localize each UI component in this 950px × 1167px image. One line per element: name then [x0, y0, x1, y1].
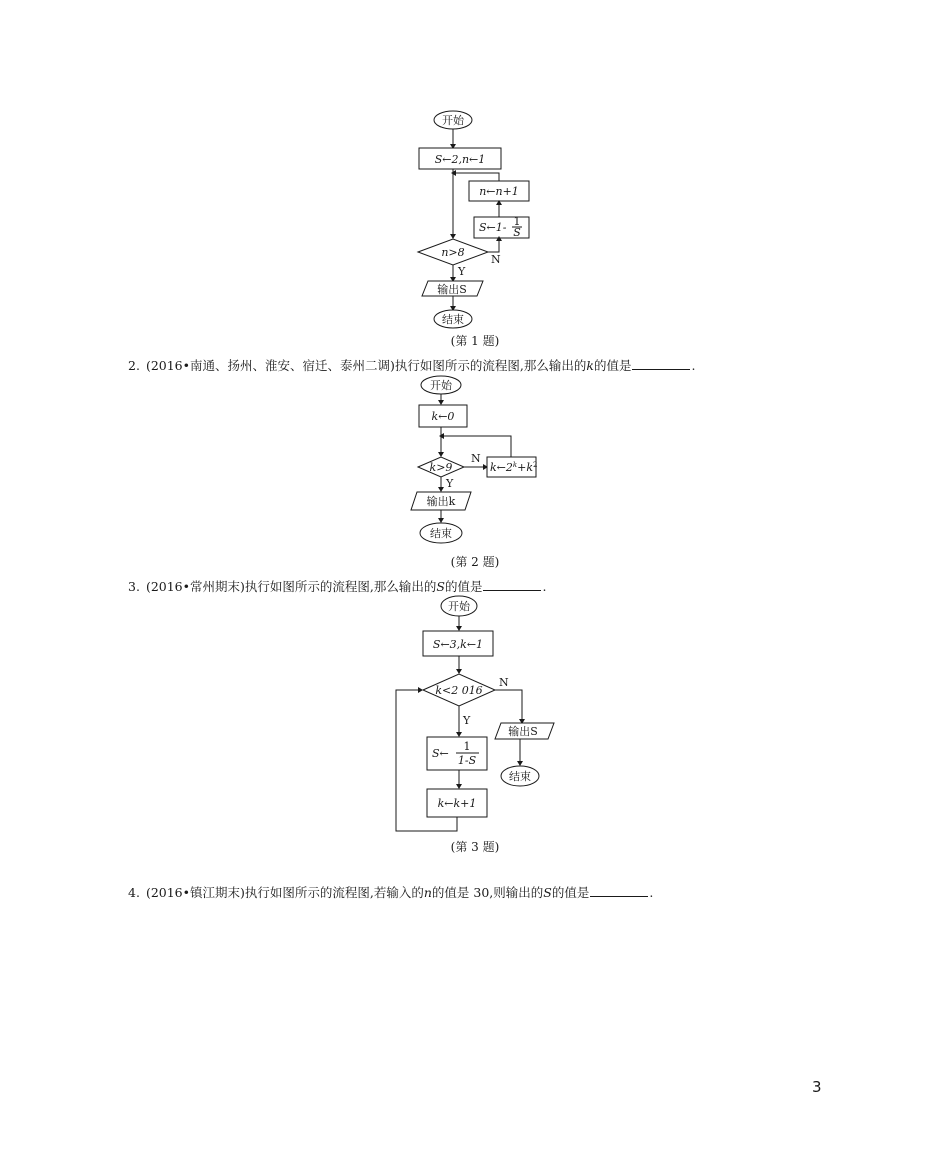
fc3-output-label: 输出S [508, 725, 538, 738]
fc2-start-label: 开始 [430, 379, 452, 392]
fc1-start-label: 开始 [442, 114, 464, 127]
fc2-update-label: $k\leftarrow 2^k+k^2$ [490, 461, 538, 474]
q2-text-after: 的值是 [593, 358, 632, 373]
q4-number: 4. [128, 885, 140, 900]
page-number: 3 [812, 1078, 822, 1096]
fc2-end-label: 结束 [430, 527, 452, 540]
q2-end: . [691, 358, 696, 373]
fc3-init-label: S←3,k←1 [432, 638, 484, 651]
fc2-no-label: N [471, 452, 481, 465]
fc1-frac-den: S [513, 226, 521, 239]
fc1-output-label: 输出S [437, 283, 467, 296]
fc2-condition-label: k>9 [429, 461, 453, 474]
q4-text-mid: 的值是 30,则输出的 [431, 885, 544, 900]
q2-var: k [586, 358, 594, 373]
q3-text-before: (2016•常州期末)执行如图所示的流程图,那么输出的 [145, 579, 437, 594]
fc3-yes-label: Y [463, 714, 471, 727]
fc2-output-label: 输出k [426, 495, 456, 508]
fc1-condition-label: n>8 [441, 246, 465, 259]
question-4 [128, 883, 653, 901]
fc3-end-label: 结束 [509, 770, 531, 783]
q4-text-after: 的值是 [551, 885, 590, 900]
fc2-yes-label: Y [446, 477, 454, 490]
q3-number: 3. [128, 579, 140, 594]
fc3-frac-num: 1 [463, 740, 471, 753]
q4-answer-blank[interactable] [590, 885, 648, 897]
fc1-yes-label: Y [458, 265, 466, 278]
fc1-init-label: S←2,n←1 [434, 153, 486, 166]
fc3-frac-den: 1-S [457, 754, 477, 767]
fc1-end-label: 结束 [442, 313, 464, 326]
fc1-assign-label: S←1- [479, 221, 507, 234]
fc1-no-label: N [491, 253, 501, 266]
q4-var-n: n [423, 885, 432, 900]
caption-q3: (第 3 题) [450, 840, 500, 854]
fc3-increment-label: k←k+1 [437, 797, 477, 810]
q2-text-before: (2016•南通、扬州、淮安、宿迁、泰州二调)执行如图所示的流程图,那么输出的 [145, 358, 587, 373]
q4-text-before: (2016•镇江期末)执行如图所示的流程图,若输入的 [145, 885, 424, 900]
fc1-frac-num: 1 [513, 215, 521, 228]
fc3-condition-label: k<2 016 [435, 684, 483, 697]
fc3-start-label: 开始 [448, 600, 470, 613]
caption-q1: (第 1 题) [450, 334, 500, 348]
q4-end: . [649, 885, 654, 900]
fc2-init-label: k←0 [431, 410, 455, 423]
fc1-increment-label: n←n+1 [479, 185, 519, 198]
q3-text-after: 的值是 [444, 579, 483, 594]
fc3-no-label: N [499, 676, 509, 689]
caption-q2: (第 2 题) [450, 555, 500, 569]
q3-end: . [542, 579, 547, 594]
q4-var-s: S [543, 885, 552, 900]
fc3-assign-label: S← [432, 747, 449, 760]
q3-var: S [436, 579, 445, 594]
q2-number: 2. [128, 358, 140, 373]
